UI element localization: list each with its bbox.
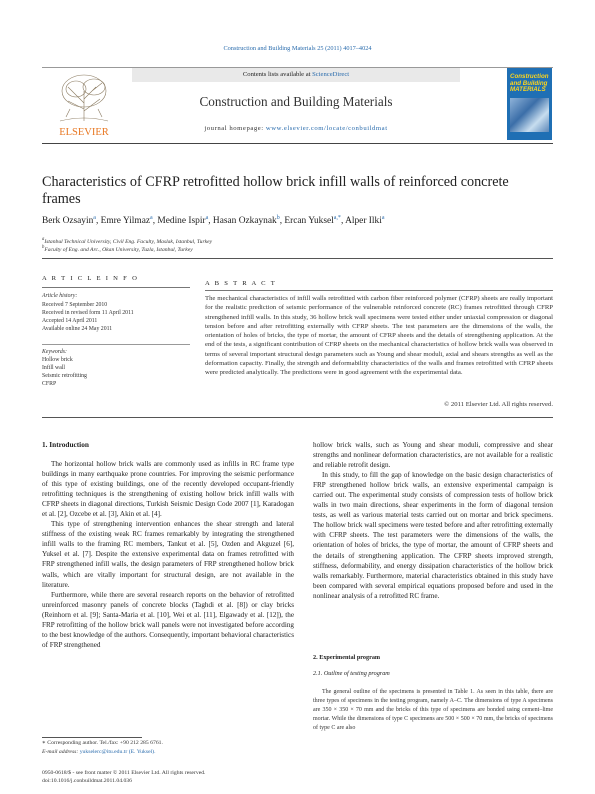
history-accepted: Accepted 14 April 2011 (42, 318, 98, 324)
contents-strip (132, 68, 460, 82)
body-paragraph: In this study, to fill the gap of knowledge on the basic design characteristics of FRP strengthened hollow brick walls, an extensive experimental campaign is carried out. The experimental study consists of compression tests of hollow brick walls in two main directions, shear experiments in the form of diagonal tension tests, as well as various material tests carried out on mortar and brick specimens. The hollow brick wall specimens were tested before and after retrofitting externally with CFRP sheets. The test parameters were the dimensions of the walls, the orientation of holes of bricks, the type of mortar, the amount of CFRP sheets and the details of strengthening application. The CFRP sheets improved strength, stiffness, deformability, and energy dissipation characteristics of the hollow brick walls remarkably. Furthermore, material characteristics obtained in this study have been compared with several empirical equations proposed before and used in the nonlinear analysis of a retrofitted RC frame. (313, 471, 553, 600)
abstract-heading: A B S T R A C T (205, 280, 277, 287)
issn-line: 0950-0618/$ - see front matter © 2011 Elsevier Ltd. All rights reserved. (42, 770, 206, 776)
affiliation-text: Faculty of Eng. and Arc., Okan University, Tuzla, Istanbul, Turkey (44, 246, 193, 253)
section-heading-introduction: 1. Introduction (42, 440, 89, 449)
email-label: E-mail address: (42, 749, 80, 755)
history-online: Available online 24 May 2011 (42, 326, 113, 332)
author-affiliation-marker: a (205, 215, 209, 221)
author-name[interactable]: Ercan Yuksel (284, 216, 334, 227)
divider (42, 344, 190, 345)
article-info-heading: A R T I C L E I N F O (42, 275, 139, 282)
author-affiliation-marker: b (276, 215, 280, 221)
sciencedirect-link[interactable]: ScienceDirect (312, 71, 350, 78)
body-paragraph: The general outline of the specimens is presented in Table 1. As seen in this table, there are three types of specimens in the testing program, namely A–C. The dimensions of type A specimens are 350 × 350 × 70 mm and the bricks of this type of specimens are bonded using cement–lime mortar. While the dimensions of type C specimens are 500 × 500 × 70 mm, the bricks of specimens of type C are also (313, 689, 553, 732)
journal-title[interactable]: Construction and Building Materials (199, 94, 393, 109)
author-affiliation-marker: a,* (333, 215, 341, 221)
author-name[interactable]: Hasan Ozkaynak (212, 216, 277, 227)
divider (205, 290, 553, 291)
homepage-label: journal homepage: (204, 125, 266, 132)
body-paragraph: hollow brick walls, such as Young and shear moduli, compressive and shear strengths and nonlinear deformation characteristics, are not available for a realistic and reliable retrofit design. (313, 441, 553, 470)
footnote-corresponding-author (42, 740, 163, 746)
author-list: Berk Ozsayin$^a$, Emre Yilmaz$^a$, Medine Ispir$^a$, Hasan Ozkaynak$^b$, Ercan Yuksel$^{a,*}$, Alper Ilki$^a$ (42, 215, 385, 227)
author-name[interactable]: Alper Ilki (345, 216, 382, 227)
doi-link[interactable]: doi:10.1016/j.conbuildmat.2011.04.036 (42, 778, 132, 784)
article-title: Characteristics of CFRP retrofitted hollow brick infill walls of reinforced concrete frames (42, 174, 509, 207)
elsevier-logo[interactable] (46, 69, 122, 139)
footnote-text: Corresponding author. Tel./fax: +90 212 285 6761. (47, 740, 163, 746)
keyword: Hollow brick (42, 357, 73, 363)
divider (42, 417, 553, 418)
affiliation-marker: a (42, 237, 45, 242)
cover-photo (510, 98, 549, 132)
keyword: CFRP (42, 381, 57, 387)
keyword: Infill wall (42, 365, 66, 371)
author-affiliation-marker: a (381, 215, 385, 221)
copyright-notice: © 2011 Elsevier Ltd. All rights reserved. (444, 401, 553, 408)
author-affiliation-marker: a (150, 215, 153, 221)
divider (42, 287, 190, 288)
footnote-email (42, 749, 156, 755)
homepage-link[interactable]: www.elsevier.com/locate/conbuildmat (265, 125, 388, 132)
journal-header (42, 67, 553, 143)
body-column-right-continued (313, 688, 553, 733)
cover-title: Construction and Building MATERIALS (510, 73, 549, 94)
affiliation-b (42, 245, 193, 253)
elsevier-logo-text: ELSEVIER (59, 127, 109, 138)
body-column-right (313, 440, 553, 601)
journal-reference[interactable]: Construction and Building Materials 25 (2011) 4017–4024 (223, 45, 372, 52)
asterisk-marker: ∗ (42, 740, 48, 746)
contents-label: Contents lists available at (242, 71, 313, 78)
author-name[interactable]: Berk Ozsayin (42, 216, 94, 227)
subsection-heading: 2.1. Outline of testing program (313, 670, 390, 677)
keyword: Seismic retrofitting (42, 373, 87, 379)
body-paragraph: This type of strengthening intervention enhances the shear strength and lateral stiffness of the existing weak RC frames remarkably by integrating the strengthened infill walls to the framing RC members, Tankut et al. [5], Ozden and Akguzel [6], Yuksel et al. [7]. Despite the extensive experimental data on frames retrofitted with FRP strengthened infill walls, the design parameters of FRP strengthened hollow brick walls, which are vitally important for structural design, are not available in the literature. (42, 520, 294, 589)
section-heading-experimental: 2. Experimental program (313, 654, 381, 661)
elsevier-tree-icon (46, 69, 122, 139)
affiliation-marker: b (42, 245, 45, 250)
body-paragraph: The horizontal hollow brick walls are commonly used as infills in RC frame type buildings in many earthquake prone countries. For improving the seismic performance of this type of existing buildings, one of the recently developed occupant-friendly retrofitting techniques is the strengthening of existing hollow brick infill walls with CFRP sheets in diagonal directions, Turkish Seismic Design Code 2007 [1], Karadogan et al. [2], Ozcebe et al. [3], Akin et al. [4]. (42, 460, 294, 519)
affiliation-text: Istanbul Technical University, Civil Eng. Faculty, Maslak, Istanbul, Turkey (44, 238, 213, 245)
journal-cover-image[interactable] (507, 68, 552, 140)
history-received: Received 7 September 2010 (42, 302, 108, 308)
keywords-label: Keywords: (42, 349, 67, 355)
affiliation-a (42, 237, 212, 245)
email-link[interactable]: yukselerc@itu.edu.tr (E. Yuksel). (79, 749, 156, 755)
divider (42, 258, 553, 259)
abstract-text: The mechanical characteristics of infill walls retrofitted with carbon fiber reinforced polymer (CFRP) sheets are really important for the realistic prediction of seismic performance of the vulnerable reinforced concrete (RC) frames retrofitted through CFRP strengthened infill walls. In this study, 36 hollow brick wall specimens were tested either under uniaxial compression or diagonal tension before and after retrofitting externally with CFRP sheets. The test parameters are the dimensions of the walls, the orientation of holes of bricks, the type of mortar, the amount of CFRP sheets and the details of strengthening application. At the end of the tests, a significant contribution of CFRP sheets on the mechanical characteristics of hollow brick walls was observed in terms of several important structural design parameters such as Young and shear moduli, axial and shears strengths as well as the deformation capacity. Finally, the strength and deformability characteristics of the walls and frames retrofitted with CFRP sheets were predicted analytically. The predictions were in good agreement with the experimental data. (205, 295, 553, 377)
body-column-left (42, 459, 294, 650)
body-paragraph: Furthermore, while there are several research reports on the behavior of retrofitted unreinforced masonry panels of concrete blocks (Taghdi et al. [8]) or clay bricks (Reinhorn et al. [9]; Santa-Maria et al. [10], Wei et al. [11], Elgawady et al. [12]), the FRP retrofitting of the hollow brick wall panels were not investigated before according to the best knowledge of the authors. Consequently, important behavioral characteristics of FRP strengthened (42, 590, 294, 649)
history-revised: Received in revised form 11 April 2011 (42, 310, 134, 316)
journal-homepage (132, 125, 460, 132)
author-name[interactable]: Medine Ispir (157, 216, 206, 227)
author-affiliation-marker: a (93, 215, 96, 221)
author-name[interactable]: Emre Yilmaz (100, 216, 151, 227)
footnote-divider (42, 737, 142, 738)
history-label: Article history: (42, 293, 78, 299)
